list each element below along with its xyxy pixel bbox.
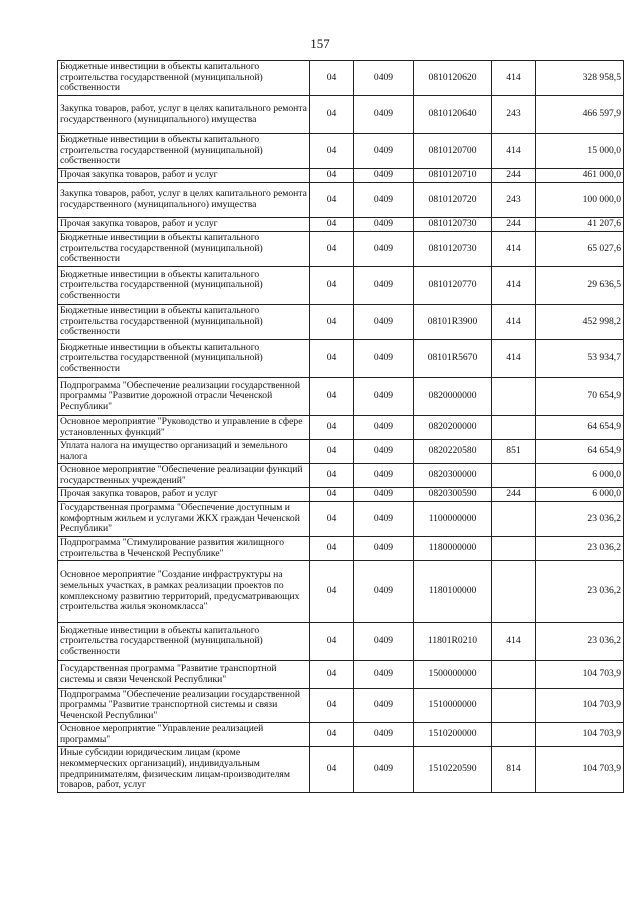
cell-amount: 23 036,2 xyxy=(536,537,624,561)
cell-section: 04 xyxy=(310,747,354,793)
cell-name: Подпрограмма "Стимулирование развития жилищного строительства в Чеченской Республике" xyxy=(58,537,310,561)
cell-amount: 461 000,0 xyxy=(536,169,624,183)
cell-section: 04 xyxy=(310,378,354,416)
cell-expense-type: 414 xyxy=(492,267,536,305)
cell-amount: 6 000,0 xyxy=(536,488,624,502)
cell-amount: 70 654,9 xyxy=(536,378,624,416)
cell-name: Прочая закупка товаров, работ и услуг xyxy=(58,218,310,232)
cell-subsection: 0409 xyxy=(354,232,414,267)
cell-section: 04 xyxy=(310,661,354,689)
cell-expense-type xyxy=(492,502,536,537)
cell-subsection: 0409 xyxy=(354,502,414,537)
table-row xyxy=(58,232,624,267)
cell-amount: 23 036,2 xyxy=(536,561,624,623)
cell-target-code: 0810120710 xyxy=(414,169,492,183)
cell-subsection: 0409 xyxy=(354,561,414,623)
table-row xyxy=(58,561,624,623)
table-row xyxy=(58,96,624,134)
page-number: 157 xyxy=(310,36,330,51)
cell-name: Основное мероприятие "Обеспечение реализации функций государственных учреждений" xyxy=(58,464,310,488)
cell-target-code: 0810120730 xyxy=(414,218,492,232)
cell-name: Основное мероприятие "Создание инфраструктуры на земельных участках, в рамках реализации проектов по комплексному развитию территорий, предусматривающих строительства жилья экономкласса" xyxy=(58,561,310,623)
cell-expense-type: 814 xyxy=(492,747,536,793)
cell-amount: 65 027,6 xyxy=(536,232,624,267)
cell-target-code: 0810120700 xyxy=(414,134,492,169)
cell-amount: 29 636,5 xyxy=(536,267,624,305)
cell-amount: 23 036,2 xyxy=(536,502,624,537)
cell-section: 04 xyxy=(310,169,354,183)
cell-target-code: 1510200000 xyxy=(414,723,492,747)
cell-amount: 6 000,0 xyxy=(536,464,624,488)
cell-target-code: 1180000000 xyxy=(414,537,492,561)
cell-section: 04 xyxy=(310,623,354,661)
cell-subsection: 0409 xyxy=(354,689,414,723)
cell-target-code: 08101R5670 xyxy=(414,340,492,378)
cell-name: Прочая закупка товаров, работ и услуг xyxy=(58,169,310,183)
cell-subsection: 0409 xyxy=(354,464,414,488)
cell-expense-type xyxy=(492,464,536,488)
cell-subsection: 0409 xyxy=(354,723,414,747)
cell-expense-type xyxy=(492,561,536,623)
cell-section: 04 xyxy=(310,183,354,218)
cell-name: Бюджетные инвестиции в объекты капитального строительства государственной (муниципальной) собственности xyxy=(58,340,310,378)
cell-amount: 100 000,0 xyxy=(536,183,624,218)
cell-name: Подпрограмма "Обеспечение реализации государственной программы "Развитие дорожной отрасли Чеченской Республики" xyxy=(58,378,310,416)
cell-section: 04 xyxy=(310,96,354,134)
table-row xyxy=(58,689,624,723)
cell-target-code: 1510220590 xyxy=(414,747,492,793)
cell-amount: 104 703,9 xyxy=(536,747,624,793)
cell-section: 04 xyxy=(310,502,354,537)
cell-name: Бюджетные инвестиции в объекты капитального строительства государственной (муниципальной) собственности xyxy=(58,305,310,340)
cell-name: Государственная программа "Обеспечение доступным и комфортным жильем и услугами ЖКХ граждан Чеченской Республики" xyxy=(58,502,310,537)
cell-amount: 64 654,9 xyxy=(536,440,624,464)
table-row xyxy=(58,183,624,218)
cell-target-code: 0820000000 xyxy=(414,378,492,416)
cell-section: 04 xyxy=(310,305,354,340)
table-row xyxy=(58,440,624,464)
cell-subsection: 0409 xyxy=(354,183,414,218)
cell-expense-type: 414 xyxy=(492,340,536,378)
cell-amount: 41 207,6 xyxy=(536,218,624,232)
cell-name: Бюджетные инвестиции в объекты капитального строительства государственной (муниципальной) собственности xyxy=(58,61,310,96)
cell-subsection: 0409 xyxy=(354,169,414,183)
cell-amount: 15 000,0 xyxy=(536,134,624,169)
cell-expense-type: 414 xyxy=(492,61,536,96)
cell-expense-type xyxy=(492,723,536,747)
cell-section: 04 xyxy=(310,723,354,747)
cell-expense-type: 244 xyxy=(492,488,536,502)
cell-amount: 53 934,7 xyxy=(536,340,624,378)
table-row xyxy=(58,305,624,340)
cell-subsection: 0409 xyxy=(354,661,414,689)
cell-amount: 23 036,2 xyxy=(536,623,624,661)
cell-target-code: 0810120640 xyxy=(414,96,492,134)
cell-target-code: 0810120730 xyxy=(414,232,492,267)
cell-target-code: 0820200000 xyxy=(414,416,492,440)
table-row xyxy=(58,134,624,169)
cell-target-code: 0820300000 xyxy=(414,464,492,488)
table-row xyxy=(58,378,624,416)
cell-section: 04 xyxy=(310,134,354,169)
cell-target-code: 08101R3900 xyxy=(414,305,492,340)
cell-subsection: 0409 xyxy=(354,61,414,96)
cell-subsection: 0409 xyxy=(354,537,414,561)
cell-expense-type: 243 xyxy=(492,183,536,218)
cell-expense-type xyxy=(492,661,536,689)
table-row xyxy=(58,267,624,305)
table-body xyxy=(58,61,624,793)
cell-section: 04 xyxy=(310,561,354,623)
cell-name: Основное мероприятие "Управление реализацией программы" xyxy=(58,723,310,747)
cell-target-code: 0810120620 xyxy=(414,61,492,96)
cell-expense-type: 244 xyxy=(492,169,536,183)
cell-expense-type: 414 xyxy=(492,623,536,661)
cell-expense-type xyxy=(492,378,536,416)
cell-amount: 452 998,2 xyxy=(536,305,624,340)
cell-name: Иные субсидии юридическим лицам (кроме некоммерческих организаций), индивидуальным предпринимателям, физическим лицам-производителям товаров, работ, услуг xyxy=(58,747,310,793)
cell-name: Подпрограмма "Обеспечение реализации государственной программы "Развитие транспортной системы и связи Чеченской Республики" xyxy=(58,689,310,723)
cell-expense-type: 414 xyxy=(492,305,536,340)
cell-name: Бюджетные инвестиции в объекты капитального строительства государственной (муниципальной) собственности xyxy=(58,623,310,661)
table-row xyxy=(58,502,624,537)
cell-target-code: 1500000000 xyxy=(414,661,492,689)
cell-subsection: 0409 xyxy=(354,218,414,232)
cell-amount: 466 597,9 xyxy=(536,96,624,134)
cell-subsection: 0409 xyxy=(354,440,414,464)
cell-subsection: 0409 xyxy=(354,747,414,793)
cell-subsection: 0409 xyxy=(354,416,414,440)
cell-target-code: 1180100000 xyxy=(414,561,492,623)
cell-subsection: 0409 xyxy=(354,96,414,134)
cell-expense-type: 244 xyxy=(492,218,536,232)
table-row xyxy=(58,218,624,232)
cell-section: 04 xyxy=(310,488,354,502)
cell-target-code: 0810120770 xyxy=(414,267,492,305)
cell-section: 04 xyxy=(310,689,354,723)
cell-section: 04 xyxy=(310,464,354,488)
cell-name: Государственная программа "Развитие транспортной системы и связи Чеченской Республики" xyxy=(58,661,310,689)
cell-expense-type: 243 xyxy=(492,96,536,134)
cell-section: 04 xyxy=(310,416,354,440)
cell-subsection: 0409 xyxy=(354,378,414,416)
cell-target-code: 1100000000 xyxy=(414,502,492,537)
table-row xyxy=(58,537,624,561)
cell-section: 04 xyxy=(310,340,354,378)
cell-name: Основное мероприятие "Руководство и управление в сфере установленных функций" xyxy=(58,416,310,440)
cell-section: 04 xyxy=(310,440,354,464)
table-row xyxy=(58,747,624,793)
cell-expense-type: 414 xyxy=(492,232,536,267)
table-row xyxy=(58,340,624,378)
table-row xyxy=(58,416,624,440)
cell-section: 04 xyxy=(310,267,354,305)
cell-expense-type: 414 xyxy=(492,134,536,169)
cell-target-code: 11801R0210 xyxy=(414,623,492,661)
cell-expense-type: 851 xyxy=(492,440,536,464)
cell-section: 04 xyxy=(310,537,354,561)
cell-amount: 328 958,5 xyxy=(536,61,624,96)
cell-subsection: 0409 xyxy=(354,134,414,169)
cell-name: Уплата налога на имущество организаций и земельного налога xyxy=(58,440,310,464)
cell-expense-type xyxy=(492,416,536,440)
cell-section: 04 xyxy=(310,232,354,267)
cell-subsection: 0409 xyxy=(354,488,414,502)
cell-section: 04 xyxy=(310,61,354,96)
budget-table xyxy=(57,60,624,793)
cell-name: Прочая закупка товаров, работ и услуг xyxy=(58,488,310,502)
cell-name: Бюджетные инвестиции в объекты капитального строительства государственной (муниципальной) собственности xyxy=(58,134,310,169)
cell-subsection: 0409 xyxy=(354,267,414,305)
table-row xyxy=(58,723,624,747)
cell-target-code: 0820300590 xyxy=(414,488,492,502)
table-row xyxy=(58,61,624,96)
cell-amount: 104 703,9 xyxy=(536,661,624,689)
table-row xyxy=(58,488,624,502)
cell-subsection: 0409 xyxy=(354,340,414,378)
cell-name: Бюджетные инвестиции в объекты капитального строительства государственной (муниципальной) собственности xyxy=(58,267,310,305)
table-row xyxy=(58,623,624,661)
cell-amount: 104 703,9 xyxy=(536,723,624,747)
cell-expense-type xyxy=(492,689,536,723)
cell-amount: 64 654,9 xyxy=(536,416,624,440)
cell-name: Бюджетные инвестиции в объекты капитального строительства государственной (муниципальной) собственности xyxy=(58,232,310,267)
table-row xyxy=(58,169,624,183)
table-row xyxy=(58,661,624,689)
cell-target-code: 1510000000 xyxy=(414,689,492,723)
cell-name: Закупка товаров, работ, услуг в целях капитального ремонта государственного (муниципального) имущества xyxy=(58,96,310,134)
cell-name: Закупка товаров, работ, услуг в целях капитального ремонта государственного (муниципального) имущества xyxy=(58,183,310,218)
cell-section: 04 xyxy=(310,218,354,232)
cell-amount: 104 703,9 xyxy=(536,689,624,723)
cell-subsection: 0409 xyxy=(354,623,414,661)
cell-target-code: 0820220580 xyxy=(414,440,492,464)
table-row xyxy=(58,464,624,488)
cell-expense-type xyxy=(492,537,536,561)
cell-subsection: 0409 xyxy=(354,305,414,340)
cell-target-code: 0810120720 xyxy=(414,183,492,218)
